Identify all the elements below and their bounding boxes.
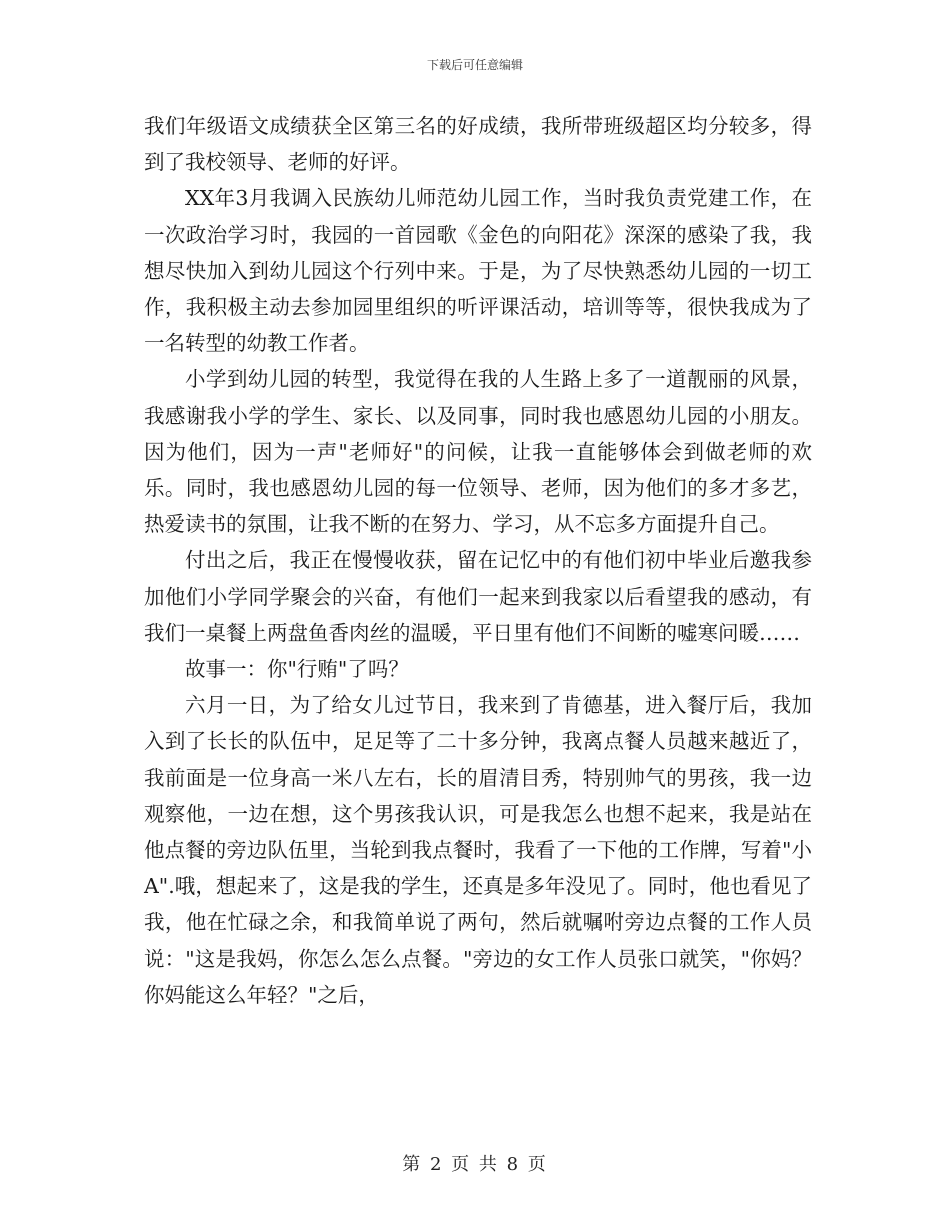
paragraph-1: 我们年级语文成绩获全区第三名的好成绩，我所带班级超区均分较多，得到了我校领导、老师的好评。 — [144, 114, 812, 175]
paragraph-4: 付出之后，我正在慢慢收获，留在记忆中的有他们初中毕业后邀我参加他们小学同学聚会的兴奋，有他们一起来到我家以后看望我的感动，有我们一桌餐上两盘鱼香肉丝的温暖，平日里有他们不间断的嘘寒问暖…… — [144, 548, 812, 645]
paragraph-3: 小学到幼儿园的转型，我觉得在我的人生路上多了一道靓丽的风景，我感谢我小学的学生、家长、以及同事，同时我也感恩幼儿园的小朋友。因为他们，因为一声"老师好"的问候，让我一直能够体会到做老师的欢乐。同时，我也感恩幼儿园的每一位领导、老师，因为他们的多才多艺，热爱读书的氛围，让我不断的在努力、学习，从不忘多方面提升自己。 — [144, 367, 812, 537]
story-heading: 故事一：你"行贿"了吗？ — [185, 657, 409, 682]
document-body — [144, 108, 812, 1013]
page-header-note: 下载后可任意编辑 — [426, 58, 523, 72]
page-number: 第 2 页 共 8 页 — [402, 1154, 548, 1175]
paragraph-2: XX年3月我调入民族幼儿师范幼儿园工作，当时我负责党建工作，在一次政治学习时，我园的一首园歌《金色的向阳花》深深的感染了我，我想尽快加入到幼儿园这个行列中来。于是，为了尽快熟悉幼儿园的一切工作，我积极主动去参加园里组织的听评课活动，培训等等，很快我成为了一名转型的幼教工作者。 — [144, 186, 812, 356]
paragraph-5: 六月一日，为了给女儿过节日，我来到了肯德基，进入餐厅后，我加入到了长长的队伍中，足足等了二十多分钟，我离点餐人员越来越近了，我前面是一位身高一米八左右，长的眉清目秀，特别帅气的男孩，我一边观察他，一边在想，这个男孩我认识，可是我怎么也想不起来，我是站在他点餐的旁边队伍里，当轮到我点餐时，我看了一下他的工作牌，写着"小A".哦，想起来了，这是我的学生，还真是多年没见了。同时，他也看见了我，他在忙碌之余，和我简单说了两句，然后就嘱咐旁边点餐的工作人员说："这是我妈，你怎么怎么点餐。"旁边的女工作人员张口就笑，"你妈？你妈能这么年轻？"之后， — [144, 693, 812, 1007]
